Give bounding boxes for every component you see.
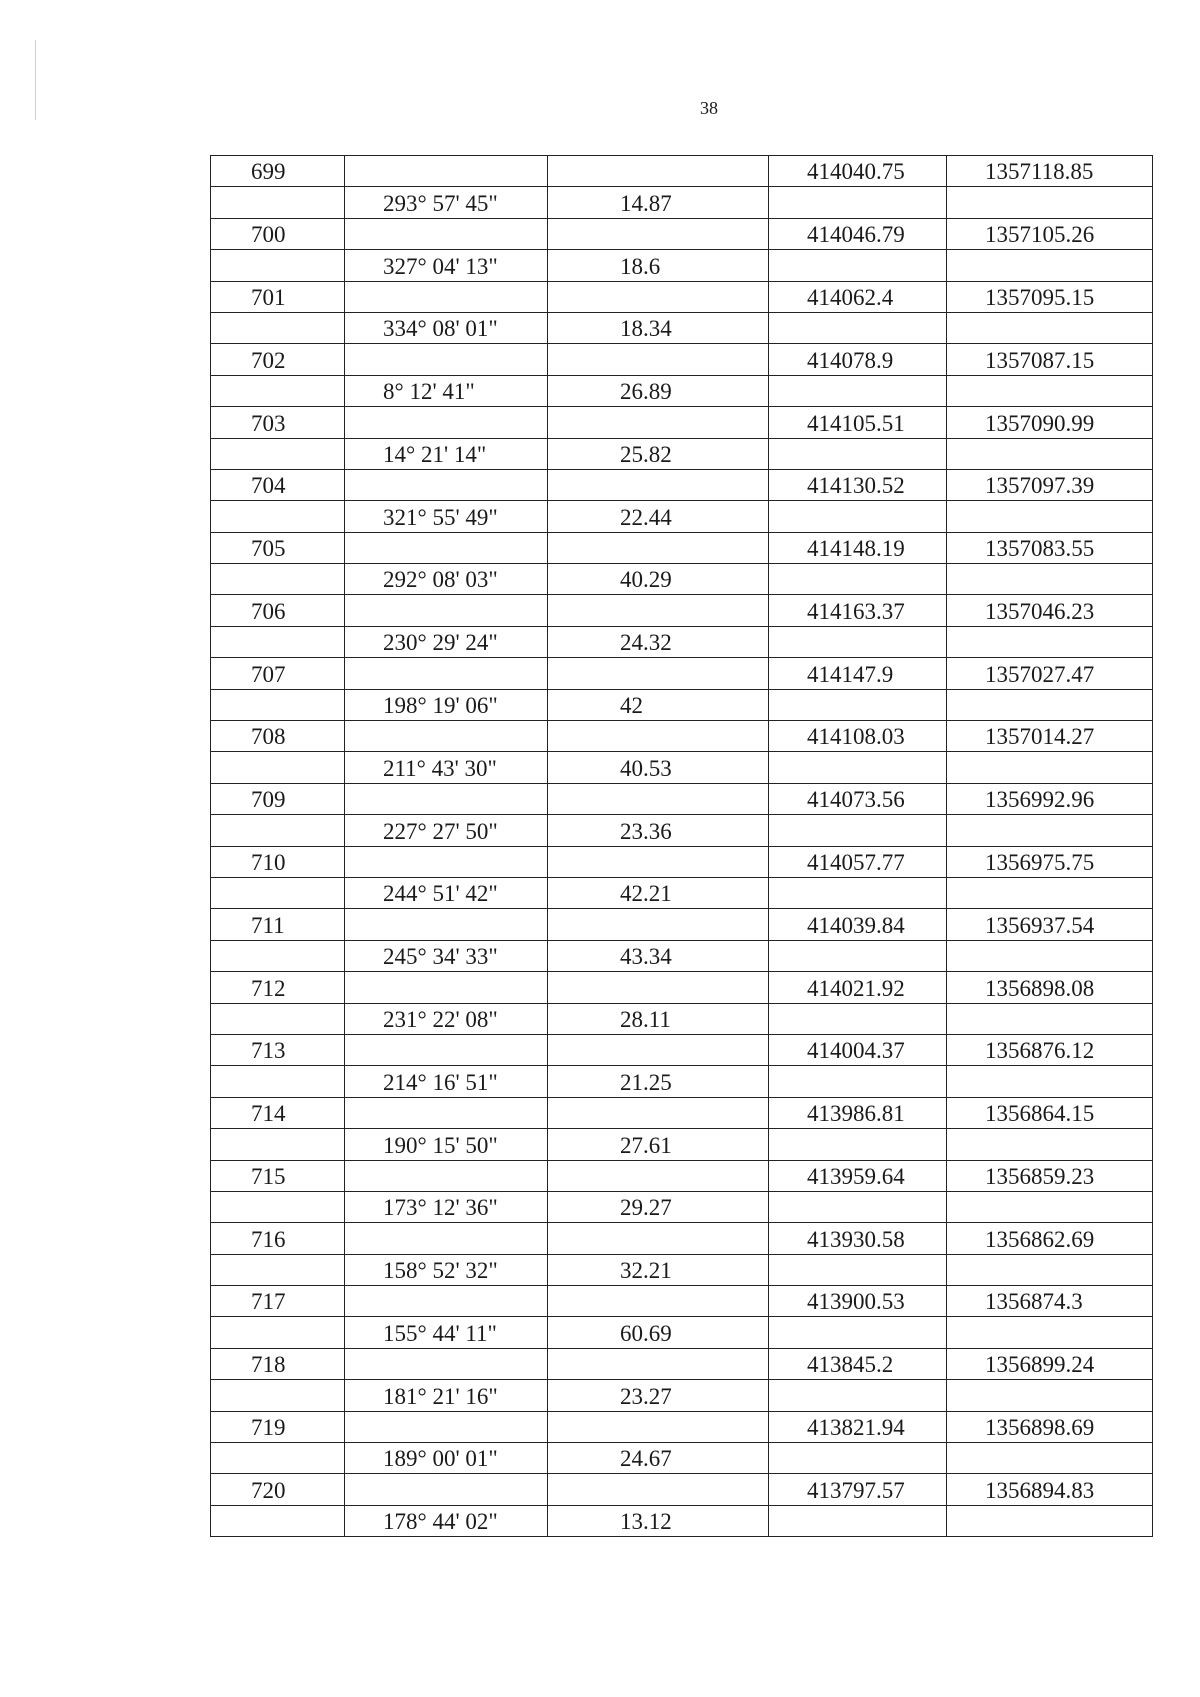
point-id-cell: 705: [211, 532, 345, 563]
point-id-cell: 716: [211, 1223, 345, 1254]
bearing-cell: 244° 51' 42": [345, 877, 548, 908]
empty-cell: [548, 1286, 769, 1317]
northing-cell: 1356937.54: [947, 909, 1153, 940]
segment-row: [211, 1380, 1153, 1411]
empty-cell: [345, 469, 548, 500]
northing-cell: 1357095.15: [947, 281, 1153, 312]
bearing-cell: 189° 00' 01": [345, 1443, 548, 1474]
empty-cell: [211, 187, 345, 218]
northing-cell: 1356898.08: [947, 972, 1153, 1003]
point-row: [211, 1160, 1153, 1191]
empty-cell: [345, 909, 548, 940]
empty-cell: [947, 1505, 1153, 1536]
distance-cell: 28.11: [548, 1003, 769, 1034]
bearing-cell: 327° 04' 13": [345, 250, 548, 281]
empty-cell: [548, 658, 769, 689]
segment-row: [211, 1191, 1153, 1222]
empty-cell: [947, 1380, 1153, 1411]
empty-cell: [769, 752, 947, 783]
bearing-cell: 14° 21' 14": [345, 438, 548, 469]
empty-cell: [548, 1160, 769, 1191]
point-id-cell: 711: [211, 909, 345, 940]
point-id-cell: 702: [211, 344, 345, 375]
empty-cell: [947, 250, 1153, 281]
empty-cell: [211, 438, 345, 469]
northing-cell: 1356876.12: [947, 1034, 1153, 1065]
empty-cell: [769, 940, 947, 971]
empty-cell: [345, 1034, 548, 1065]
empty-cell: [548, 721, 769, 752]
empty-cell: [947, 1317, 1153, 1348]
empty-cell: [211, 1066, 345, 1097]
bearing-cell: 158° 52' 32": [345, 1254, 548, 1285]
point-row: [211, 156, 1153, 187]
empty-cell: [345, 1411, 548, 1442]
empty-cell: [947, 815, 1153, 846]
bearing-cell: 198° 19' 06": [345, 689, 548, 720]
empty-cell: [548, 344, 769, 375]
point-id-cell: 707: [211, 658, 345, 689]
distance-cell: 25.82: [548, 438, 769, 469]
empty-cell: [548, 1223, 769, 1254]
easting-cell: 413930.58: [769, 1223, 947, 1254]
empty-cell: [548, 407, 769, 438]
point-row: [211, 1411, 1153, 1442]
bearing-cell: 214° 16' 51": [345, 1066, 548, 1097]
point-row: [211, 783, 1153, 814]
easting-cell: 414073.56: [769, 783, 947, 814]
easting-cell: 413821.94: [769, 1411, 947, 1442]
point-row: [211, 658, 1153, 689]
point-row: [211, 532, 1153, 563]
segment-row: [211, 438, 1153, 469]
empty-cell: [345, 1348, 548, 1379]
point-id-cell: 703: [211, 407, 345, 438]
point-row: [211, 909, 1153, 940]
distance-cell: 40.29: [548, 564, 769, 595]
segment-row: [211, 877, 1153, 908]
empty-cell: [769, 1191, 947, 1222]
empty-cell: [211, 877, 345, 908]
point-id-cell: 720: [211, 1474, 345, 1505]
empty-cell: [345, 218, 548, 249]
empty-cell: [947, 312, 1153, 343]
point-id-cell: 706: [211, 595, 345, 626]
bearing-cell: 190° 15' 50": [345, 1129, 548, 1160]
empty-cell: [548, 469, 769, 500]
easting-cell: 414148.19: [769, 532, 947, 563]
bearing-cell: 230° 29' 24": [345, 626, 548, 657]
empty-cell: [947, 1129, 1153, 1160]
easting-cell: 413986.81: [769, 1097, 947, 1128]
segment-row: [211, 689, 1153, 720]
empty-cell: [947, 1443, 1153, 1474]
distance-cell: 13.12: [548, 1505, 769, 1536]
empty-cell: [947, 564, 1153, 595]
point-id-cell: 714: [211, 1097, 345, 1128]
point-row: [211, 1097, 1153, 1128]
point-row: [211, 972, 1153, 1003]
empty-cell: [769, 1505, 947, 1536]
empty-cell: [345, 658, 548, 689]
empty-cell: [211, 626, 345, 657]
segment-row: [211, 940, 1153, 971]
point-id-cell: 708: [211, 721, 345, 752]
empty-cell: [345, 1097, 548, 1128]
northing-cell: 1356898.69: [947, 1411, 1153, 1442]
distance-cell: 18.34: [548, 312, 769, 343]
distance-cell: 18.6: [548, 250, 769, 281]
empty-cell: [769, 501, 947, 532]
distance-cell: 23.36: [548, 815, 769, 846]
easting-cell: 414105.51: [769, 407, 947, 438]
distance-cell: 32.21: [548, 1254, 769, 1285]
easting-cell: 414062.4: [769, 281, 947, 312]
distance-cell: 26.89: [548, 375, 769, 406]
empty-cell: [947, 501, 1153, 532]
bearing-cell: 292° 08' 03": [345, 564, 548, 595]
point-row: [211, 344, 1153, 375]
easting-cell: 414040.75: [769, 156, 947, 187]
empty-cell: [769, 564, 947, 595]
empty-cell: [211, 250, 345, 281]
point-id-cell: 718: [211, 1348, 345, 1379]
easting-cell: 414004.37: [769, 1034, 947, 1065]
bearing-cell: 155° 44' 11": [345, 1317, 548, 1348]
empty-cell: [947, 438, 1153, 469]
empty-cell: [769, 1317, 947, 1348]
northing-cell: 1357097.39: [947, 469, 1153, 500]
distance-cell: 21.25: [548, 1066, 769, 1097]
empty-cell: [947, 375, 1153, 406]
margin-mark: [35, 40, 36, 120]
bearing-cell: 321° 55' 49": [345, 501, 548, 532]
empty-cell: [548, 218, 769, 249]
segment-row: [211, 1254, 1153, 1285]
easting-cell: 414108.03: [769, 721, 947, 752]
empty-cell: [548, 1411, 769, 1442]
empty-cell: [548, 281, 769, 312]
point-row: [211, 1223, 1153, 1254]
segment-row: [211, 626, 1153, 657]
empty-cell: [211, 815, 345, 846]
empty-cell: [345, 281, 548, 312]
segment-row: [211, 564, 1153, 595]
northing-cell: 1357090.99: [947, 407, 1153, 438]
empty-cell: [548, 783, 769, 814]
point-id-cell: 704: [211, 469, 345, 500]
northing-cell: 1356992.96: [947, 783, 1153, 814]
empty-cell: [947, 1254, 1153, 1285]
distance-cell: 22.44: [548, 501, 769, 532]
coordinate-table-body: [211, 156, 1153, 1537]
empty-cell: [947, 1003, 1153, 1034]
northing-cell: 1357083.55: [947, 532, 1153, 563]
empty-cell: [548, 972, 769, 1003]
empty-cell: [345, 407, 548, 438]
empty-cell: [345, 846, 548, 877]
empty-cell: [769, 626, 947, 657]
empty-cell: [769, 1380, 947, 1411]
empty-cell: [769, 1003, 947, 1034]
point-row: [211, 407, 1153, 438]
point-id-cell: 700: [211, 218, 345, 249]
point-row: [211, 1348, 1153, 1379]
empty-cell: [769, 250, 947, 281]
easting-cell: 414130.52: [769, 469, 947, 500]
northing-cell: 1356975.75: [947, 846, 1153, 877]
point-row: [211, 218, 1153, 249]
empty-cell: [947, 1191, 1153, 1222]
distance-cell: 42.21: [548, 877, 769, 908]
empty-cell: [548, 846, 769, 877]
northing-cell: 1357118.85: [947, 156, 1153, 187]
point-row: [211, 1474, 1153, 1505]
empty-cell: [769, 375, 947, 406]
segment-row: [211, 815, 1153, 846]
bearing-cell: 178° 44' 02": [345, 1505, 548, 1536]
point-row: [211, 846, 1153, 877]
easting-cell: 414039.84: [769, 909, 947, 940]
easting-cell: 414147.9: [769, 658, 947, 689]
empty-cell: [345, 1286, 548, 1317]
easting-cell: 413845.2: [769, 1348, 947, 1379]
bearing-cell: 211° 43' 30": [345, 752, 548, 783]
bearing-cell: 227° 27' 50": [345, 815, 548, 846]
point-row: [211, 469, 1153, 500]
northing-cell: 1357046.23: [947, 595, 1153, 626]
distance-cell: 43.34: [548, 940, 769, 971]
empty-cell: [769, 1443, 947, 1474]
easting-cell: 414163.37: [769, 595, 947, 626]
empty-cell: [548, 1034, 769, 1065]
bearing-cell: 231° 22' 08": [345, 1003, 548, 1034]
empty-cell: [947, 187, 1153, 218]
empty-cell: [548, 156, 769, 187]
easting-cell: 414046.79: [769, 218, 947, 249]
empty-cell: [345, 972, 548, 1003]
segment-row: [211, 1443, 1153, 1474]
empty-cell: [211, 1003, 345, 1034]
empty-cell: [345, 1474, 548, 1505]
empty-cell: [211, 501, 345, 532]
bearing-cell: 334° 08' 01": [345, 312, 548, 343]
point-id-cell: 710: [211, 846, 345, 877]
empty-cell: [769, 877, 947, 908]
empty-cell: [211, 1129, 345, 1160]
segment-row: [211, 375, 1153, 406]
bearing-cell: 173° 12' 36": [345, 1191, 548, 1222]
bearing-cell: 181° 21' 16": [345, 1380, 548, 1411]
empty-cell: [211, 564, 345, 595]
easting-cell: 413959.64: [769, 1160, 947, 1191]
distance-cell: 29.27: [548, 1191, 769, 1222]
empty-cell: [769, 1254, 947, 1285]
segment-row: [211, 501, 1153, 532]
northing-cell: 1356899.24: [947, 1348, 1153, 1379]
point-row: [211, 1286, 1153, 1317]
segment-row: [211, 187, 1153, 218]
empty-cell: [947, 940, 1153, 971]
empty-cell: [548, 532, 769, 563]
distance-cell: 24.67: [548, 1443, 769, 1474]
point-id-cell: 699: [211, 156, 345, 187]
point-row: [211, 721, 1153, 752]
coordinate-table: [210, 155, 1153, 1537]
bearing-cell: 245° 34' 33": [345, 940, 548, 971]
empty-cell: [211, 1443, 345, 1474]
segment-row: [211, 312, 1153, 343]
northing-cell: 1357014.27: [947, 721, 1153, 752]
segment-row: [211, 1317, 1153, 1348]
easting-cell: 414021.92: [769, 972, 947, 1003]
northing-cell: 1357105.26: [947, 218, 1153, 249]
distance-cell: 23.27: [548, 1380, 769, 1411]
empty-cell: [211, 752, 345, 783]
empty-cell: [345, 156, 548, 187]
empty-cell: [947, 877, 1153, 908]
easting-cell: 413900.53: [769, 1286, 947, 1317]
empty-cell: [548, 595, 769, 626]
empty-cell: [345, 1223, 548, 1254]
empty-cell: [947, 626, 1153, 657]
empty-cell: [211, 1254, 345, 1285]
point-id-cell: 719: [211, 1411, 345, 1442]
segment-row: [211, 1003, 1153, 1034]
northing-cell: 1356874.3: [947, 1286, 1153, 1317]
point-id-cell: 713: [211, 1034, 345, 1065]
point-id-cell: 701: [211, 281, 345, 312]
empty-cell: [548, 1097, 769, 1128]
distance-cell: 40.53: [548, 752, 769, 783]
empty-cell: [345, 1160, 548, 1191]
northing-cell: 1357087.15: [947, 344, 1153, 375]
point-id-cell: 709: [211, 783, 345, 814]
northing-cell: 1356859.23: [947, 1160, 1153, 1191]
empty-cell: [345, 721, 548, 752]
distance-cell: 60.69: [548, 1317, 769, 1348]
point-row: [211, 595, 1153, 626]
empty-cell: [211, 1191, 345, 1222]
empty-cell: [211, 312, 345, 343]
northing-cell: 1356862.69: [947, 1223, 1153, 1254]
empty-cell: [211, 689, 345, 720]
empty-cell: [769, 689, 947, 720]
empty-cell: [947, 1066, 1153, 1097]
northing-cell: 1356894.83: [947, 1474, 1153, 1505]
point-id-cell: 717: [211, 1286, 345, 1317]
empty-cell: [345, 532, 548, 563]
empty-cell: [548, 909, 769, 940]
point-row: [211, 281, 1153, 312]
empty-cell: [947, 689, 1153, 720]
empty-cell: [345, 595, 548, 626]
empty-cell: [769, 187, 947, 218]
easting-cell: 414078.9: [769, 344, 947, 375]
empty-cell: [947, 752, 1153, 783]
empty-cell: [548, 1348, 769, 1379]
segment-row: [211, 250, 1153, 281]
point-id-cell: 712: [211, 972, 345, 1003]
bearing-cell: 293° 57' 45": [345, 187, 548, 218]
empty-cell: [345, 783, 548, 814]
distance-cell: 27.61: [548, 1129, 769, 1160]
northing-cell: 1356864.15: [947, 1097, 1153, 1128]
easting-cell: 414057.77: [769, 846, 947, 877]
empty-cell: [211, 1505, 345, 1536]
bearing-cell: 8° 12' 41": [345, 375, 548, 406]
empty-cell: [769, 438, 947, 469]
empty-cell: [211, 1317, 345, 1348]
empty-cell: [769, 1129, 947, 1160]
easting-cell: 413797.57: [769, 1474, 947, 1505]
empty-cell: [769, 1066, 947, 1097]
distance-cell: 42: [548, 689, 769, 720]
empty-cell: [769, 815, 947, 846]
empty-cell: [211, 940, 345, 971]
northing-cell: 1357027.47: [947, 658, 1153, 689]
empty-cell: [345, 344, 548, 375]
point-id-cell: 715: [211, 1160, 345, 1191]
empty-cell: [769, 312, 947, 343]
segment-row: [211, 1066, 1153, 1097]
point-row: [211, 1034, 1153, 1065]
empty-cell: [211, 375, 345, 406]
page-number: 38: [700, 98, 718, 118]
segment-row: [211, 1129, 1153, 1160]
segment-row: [211, 1505, 1153, 1536]
distance-cell: 24.32: [548, 626, 769, 657]
distance-cell: 14.87: [548, 187, 769, 218]
segment-row: [211, 752, 1153, 783]
empty-cell: [548, 1474, 769, 1505]
empty-cell: [211, 1380, 345, 1411]
